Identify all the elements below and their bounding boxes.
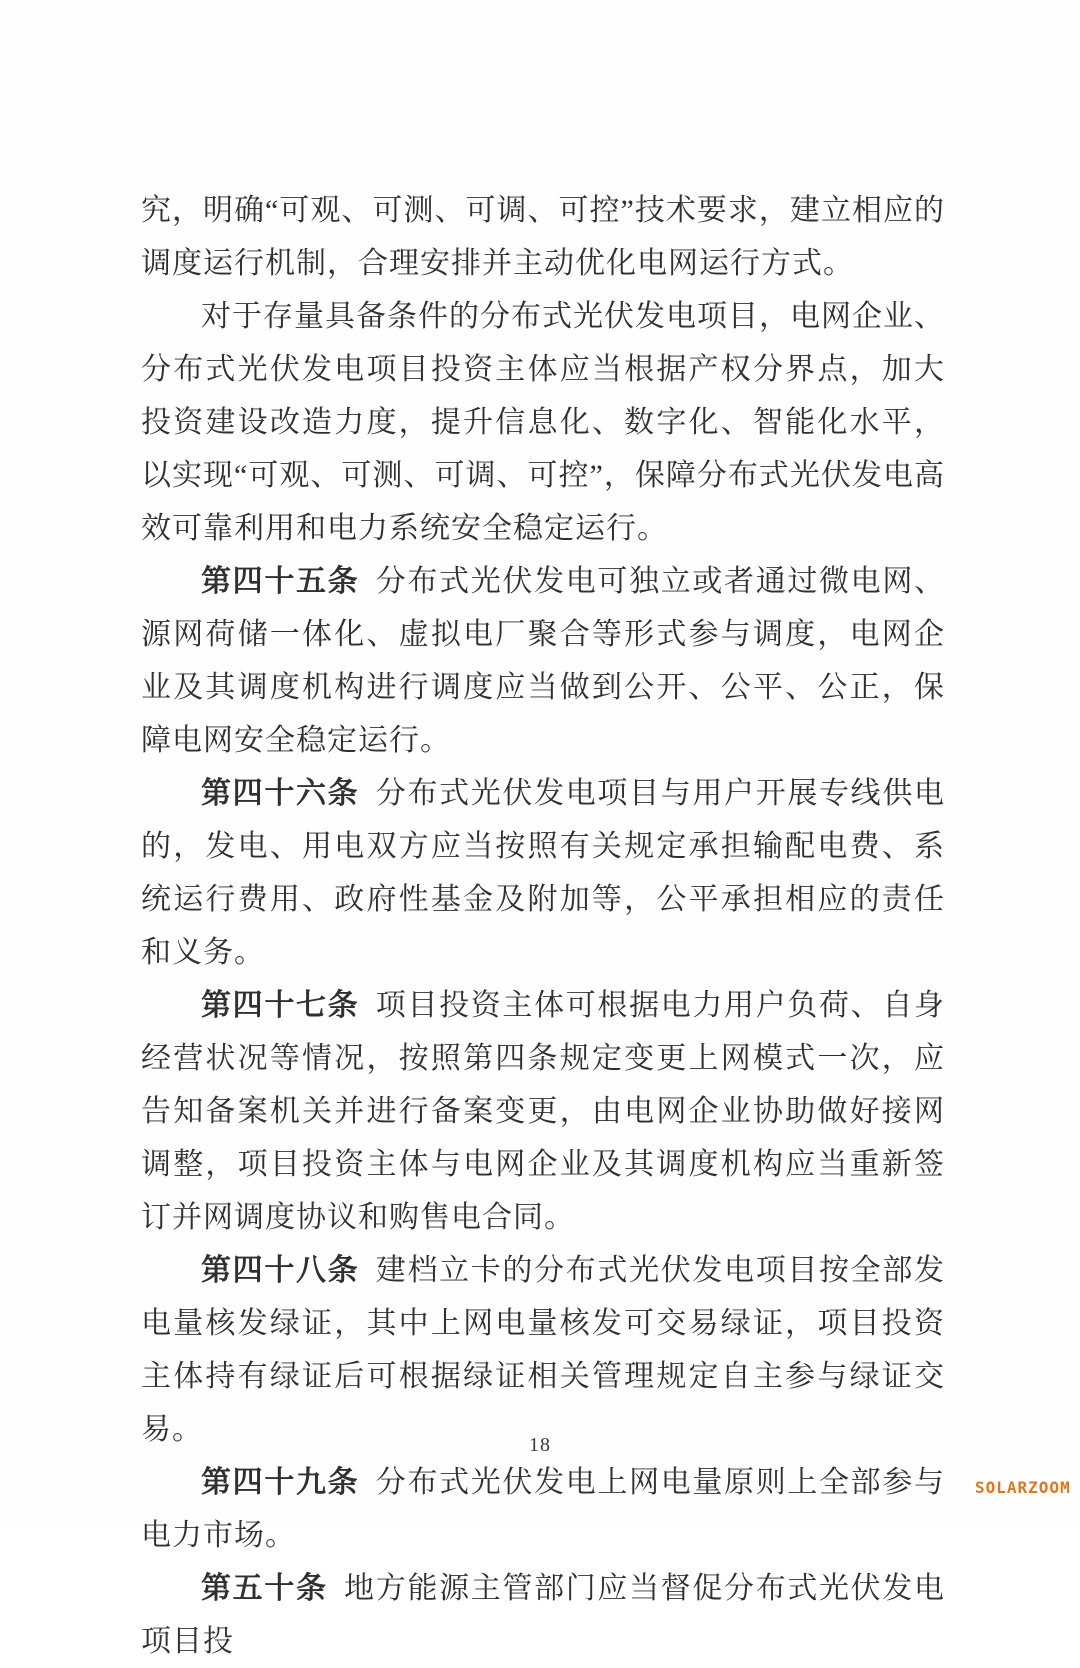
paragraph — [141, 1562, 945, 1668]
article-number: 第四十八条 — [201, 1254, 360, 1287]
paragraph — [141, 767, 945, 979]
paragraph — [141, 184, 945, 290]
paragraph-text: 分布式光伏发电可独立或者通过微电网、源网荷储一体化、虚拟电厂聚合等形式参与调度，电网企业及其调度机构进行调度应当做到公开、公平、公正，保障电网安全稳定运行。 — [141, 565, 946, 757]
paragraph-text: 究，明确“可观、可测、可调、可控”技术要求，建立相应的调度运行机制，合理安排并主动优化电网运行方式。 — [141, 194, 945, 280]
article-number: 第四十五条 — [201, 565, 360, 598]
paragraph-text: 建档立卡的分布式光伏发电项目按全部发电量核发绿证，其中上网电量核发可交易绿证，项目投资主体持有绿证后可根据绿证相关管理规定自主参与绿证交易。 — [141, 1254, 946, 1446]
page-number: 18 — [529, 1434, 551, 1456]
paragraph-text: 分布式光伏发电项目与用户开展专线供电的，发电、用电双方应当按照有关规定承担输配电费、系统运行费用、政府性基金及附加等，公平承担相应的责任和义务。 — [141, 777, 946, 969]
paragraph-text: 分布式光伏发电上网电量原则上全部参与电力市场。 — [141, 1466, 946, 1552]
paragraph-text: 项目投资主体可根据电力用户负荷、自身经营状况等情况，按照第四条规定变更上网模式一次，应告知备案机关并进行备案变更，由电网企业协助做好接网调整，项目投资主体与电网企业及其调度机构应当重新签订并网调度协议和购售电合同。 — [141, 989, 946, 1234]
paragraph-text: 地方能源主管部门应当督促分布式光伏发电项目投 — [141, 1572, 946, 1658]
paragraph — [141, 1456, 945, 1562]
paragraph — [141, 979, 945, 1244]
article-number: 第四十九条 — [201, 1466, 360, 1499]
article-number: 第五十条 — [201, 1572, 328, 1605]
article-number: 第四十七条 — [201, 989, 360, 1022]
watermark-solarzoom: SOLARZOOM — [975, 1478, 1071, 1497]
paragraph — [141, 290, 945, 555]
article-number: 第四十六条 — [201, 777, 360, 810]
paragraph — [141, 555, 945, 767]
paragraph-text: 对于存量具备条件的分布式光伏发电项目，电网企业、分布式光伏发电项目投资主体应当根据产权分界点，加大投资建设改造力度，提升信息化、数字化、智能化水平，以实现“可观、可测、可调、可控”，保障分布式光伏发电高效可靠利用和电力系统安全稳定运行。 — [141, 300, 945, 545]
paragraph — [141, 1244, 945, 1456]
